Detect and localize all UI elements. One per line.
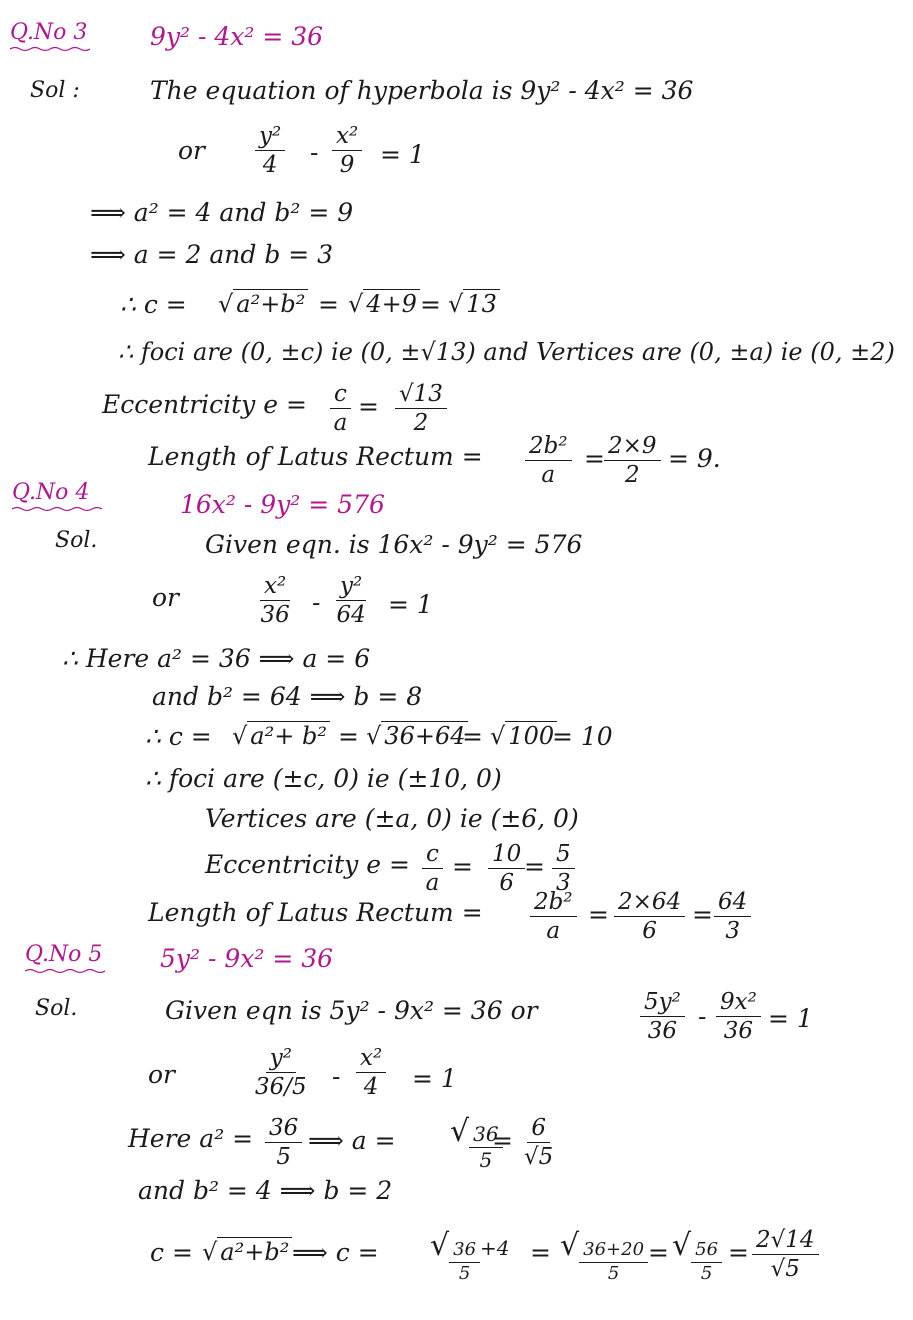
q5-line5-c: c = <box>150 1238 193 1267</box>
q4-title: 16x² - 9y² = 576 <box>180 490 385 519</box>
q3-frac-r13-2: $\frac{√13}{2}$ <box>395 382 447 435</box>
q3-line3: ⟹ a² = 4 and b² = 9 <box>90 198 354 227</box>
q3-or: or <box>178 136 206 165</box>
q5-label: Q.No 5 <box>25 942 103 967</box>
q3-frac-c-a: $\frac{c}{a}$ <box>330 382 351 435</box>
q3-lr-label: Length of Latus Rectum = <box>148 442 483 471</box>
q5-line5-eq3: = <box>728 1238 749 1267</box>
q5-rad-36-5: √ $\frac{36}{5}$ <box>450 1114 503 1171</box>
q5-f0-equals: = 1 <box>768 1004 813 1033</box>
q5-rad-56-5: √ $\frac{36+20}{5}$ <box>560 1228 648 1284</box>
q5-title: 5y² - 9x² = 36 <box>160 944 334 973</box>
q4-label: Q.No 4 <box>12 480 90 505</box>
q3-line1: The equation of hyperbola is 9y² - 4x² = 36 <box>150 76 694 105</box>
q4-ecc-eq: = <box>452 852 473 881</box>
q5-rad-56-over-5: √ $\frac{56}{5}$ <box>672 1228 722 1284</box>
q3-ecc-label: Eccentricity e = <box>102 390 307 419</box>
q3-line6: ∴ foci are (0, ±c) ie (0, ±√13) and Vertices are (0, ±a) ie (0, ±2) <box>118 338 895 366</box>
q4-minus: - <box>312 588 321 617</box>
q3-frac-2b2-a: $\frac{\text{2b²}}{a}$ <box>525 434 572 487</box>
q5-line5-eq2: = <box>648 1238 669 1267</box>
q5-sol-label: Sol. <box>35 996 78 1021</box>
q5-equals-1: = 1 <box>412 1064 457 1093</box>
q5-frac-y2-36-5: $\frac{\text{y²}}{36/5}$ <box>255 1045 307 1101</box>
q4-line5-result: = 10 <box>552 722 613 751</box>
q4-lr-eq: = <box>588 900 609 929</box>
q4-equals-1: = 1 <box>388 590 433 619</box>
q3-line4: ⟹ a = 2 and b = 3 <box>90 240 334 269</box>
q5-line4: and b² = 4 ⟹ b = 2 <box>138 1176 393 1205</box>
q3-line5-c: ∴ c = <box>120 290 187 319</box>
q4-frac-c-a: $\frac{c}{a}$ <box>422 842 443 895</box>
q4-lr-eq2: = <box>692 900 713 929</box>
q5-frac-x2-4: $\frac{\text{x²}}{4}$ <box>356 1046 386 1099</box>
q4-frac-2b2-a: $\frac{\text{2b²}}{a}$ <box>530 890 577 943</box>
q5-minus: - <box>332 1062 341 1091</box>
q4-line7: Vertices are (±a, 0) ie (±6, 0) <box>205 804 579 833</box>
q3-label-underline <box>10 46 90 52</box>
q5-line5-eq1: = <box>530 1238 551 1267</box>
q5-rad-a2b2: √ a²+b² <box>202 1238 292 1266</box>
q5-frac-5y2-36: $\frac{\text{5y²}}{36}$ <box>640 990 685 1043</box>
q4-lr-label: Length of Latus Rectum = <box>148 898 483 927</box>
q5-line5-implies: ⟹ c = <box>292 1238 379 1267</box>
q3-minus: - <box>310 138 319 167</box>
q4-frac-64-3: $\frac{64}{3}$ <box>714 890 751 943</box>
q5-here-implies: ⟹ a = <box>308 1126 396 1155</box>
q5-or: or <box>148 1060 176 1089</box>
q3-lr-eq: = <box>584 444 605 473</box>
q5-line1: Given eqn is 5y² - 9x² = 36 or <box>165 996 538 1025</box>
q3-frac-2x9-2: $\frac{2\times 9}{2}$ <box>604 434 661 487</box>
q3-lr-result: = 9. <box>668 444 721 473</box>
q5-label-underline <box>25 968 105 974</box>
q4-label-underline <box>12 506 102 512</box>
q5-frac-2r14-r5: $\frac{2√14}{√5}$ <box>752 1228 819 1281</box>
q5-f0-minus: - <box>698 1002 707 1031</box>
q3-rad-4p9: √ 4+9 <box>348 290 420 318</box>
q4-line1: Given eqn. is 16x² - 9y² = 576 <box>205 530 583 559</box>
q4-frac-y2-64: $\frac{\text{y²}}{64}$ <box>336 573 366 629</box>
q5-frac-36-5-a: $\frac{36}{5}$ <box>265 1116 302 1169</box>
q4-line5-eq2: = <box>462 722 483 751</box>
q4-frac-10-6: $\frac{10}{6}$ <box>488 842 525 895</box>
q3-rad-13: √ 13 <box>448 290 500 318</box>
q4-ecc-eq2: = <box>524 852 545 881</box>
q5-rad-36-5-plus-4: √ $\frac{36}{5}$ +4 <box>430 1228 510 1284</box>
q4-line5-eq: = <box>338 722 359 751</box>
q4-rad-36p64: √ 36+64 <box>366 722 468 750</box>
q5-here-eq: = <box>492 1126 513 1155</box>
q3-label: Q.No 3 <box>10 20 88 45</box>
q4-frac-2x64-6: $\frac{2\times 64}{6}$ <box>614 890 685 943</box>
q4-line4: and b² = 64 ⟹ b = 8 <box>152 682 423 711</box>
q4-sol-label: Sol. <box>55 528 98 553</box>
q4-frac-5-3: $\frac{5}{3}$ <box>552 842 575 895</box>
q3-equals-1: = 1 <box>380 140 425 169</box>
q3-frac-x2-9: $\frac{\text{x²}}{9}$ <box>332 124 362 177</box>
q3-line5-eq: = <box>318 290 339 319</box>
q3-rad-a2b2: √ a²+b² <box>218 290 308 318</box>
q3-frac-y2-4: $\frac{\text{y²}}{4}$ <box>255 124 285 177</box>
q4-line6: ∴ foci are (±c, 0) ie (±10, 0) <box>145 764 502 793</box>
q5-here-label: Here a² = <box>128 1124 254 1153</box>
q3-title: 9y² - 4x² = 36 <box>150 22 324 51</box>
q4-rad-100: √ 100 <box>490 722 557 750</box>
q4-or: or <box>152 583 180 612</box>
q3-sol-label: Sol : <box>30 78 80 103</box>
q5-frac-9x2-36: $\frac{\text{9x²}}{36}$ <box>716 990 761 1043</box>
q4-line5-c: ∴ c = <box>145 722 212 751</box>
q3-line5-eq2: = <box>420 290 441 319</box>
q4-line3: ∴ Here a² = 36 ⟹ a = 6 <box>62 644 371 673</box>
q4-rad-a2b2: √ a²+ b² <box>232 722 330 750</box>
q4-frac-x2-36: $\frac{\text{x²}}{36}$ <box>260 573 290 629</box>
q3-ecc-eq: = <box>358 392 379 421</box>
q5-frac-6-r5: $\frac{6}{√5}$ <box>524 1115 554 1171</box>
q4-ecc-label: Eccentricity e = <box>205 850 410 879</box>
